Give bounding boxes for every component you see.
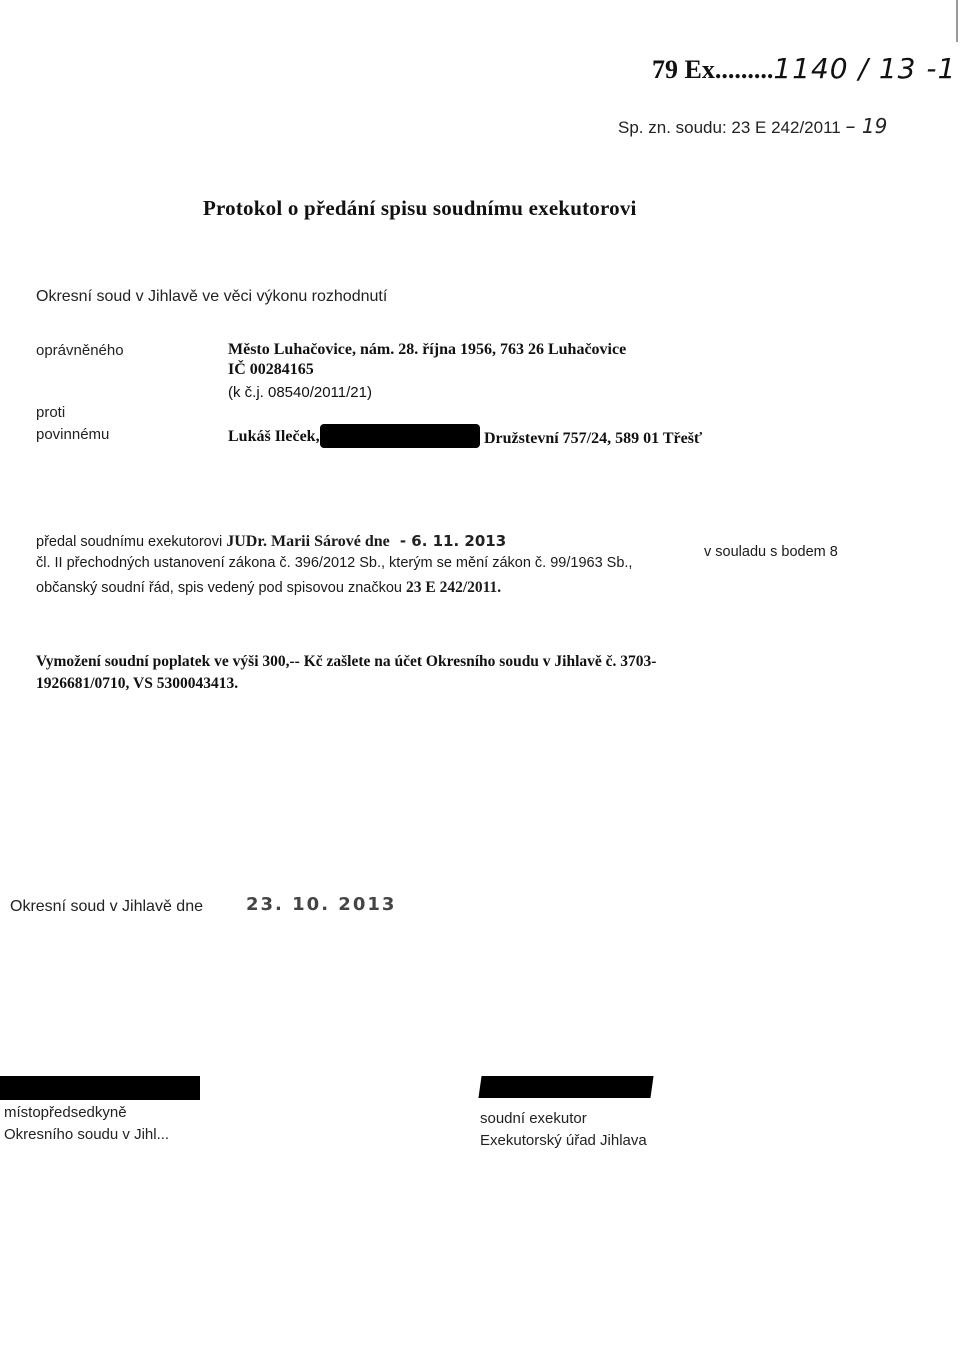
debtor-name: Lukáš Ileček, <box>228 428 320 445</box>
handover-line-2: čl. II přechodných ustanovení zákona č. 396/2012 Sb., kterým se mění zákon č. 99/1963 Sb., <box>36 555 633 571</box>
creditor-ic: IČ 00284165 <box>228 361 314 378</box>
left-sign-title: místopředsedkyně <box>4 1104 127 1121</box>
handover-line-3 <box>36 579 501 597</box>
exekuce-number <box>652 52 956 85</box>
court-line: Okresní soud v Jihlavě ve věci výkonu rozhodnutí <box>36 288 388 305</box>
ex-handwritten-number: 1140 / 13 -1 <box>773 52 957 85</box>
handover-start: předal soudnímu exekutorovi <box>36 534 223 550</box>
right-signature-redaction <box>478 1076 653 1098</box>
scan-edge-mark <box>956 0 958 42</box>
handover-line-1-end: v souladu s bodem 8 <box>704 544 838 560</box>
left-sign-org: Okresního soudu v Jihl... <box>4 1126 170 1143</box>
left-signature-redaction <box>0 1076 200 1100</box>
creditor-name: Město Luhačovice, nám. 28. října 1956, 763 26 Luhačovice <box>228 341 627 358</box>
right-sign-org: Exekutorský úřad Jihlava <box>480 1132 647 1149</box>
court-file-handwritten: – 19 <box>845 114 888 138</box>
handover-line-3-start: občanský soudní řád, spis vedený pod spisovou značkou <box>36 580 402 596</box>
fee-line-2: 1926681/0710, VS 5300043413. <box>36 675 239 692</box>
handover-line-1 <box>36 532 506 551</box>
redaction-bar <box>320 424 480 448</box>
fee-line-1: Vymožení soudní poplatek ve výši 300,-- Kč zašlete na účet Okresního soudu v Jihlavě č. 3703- <box>36 653 657 670</box>
right-sign-title: soudní exekutor <box>480 1110 587 1127</box>
debtor-label: povinnému <box>36 426 110 443</box>
creditor-label: oprávněného <box>36 342 124 359</box>
court-file-number <box>618 114 887 138</box>
date-line-label: Okresní soud v Jihlavě dne <box>10 898 203 915</box>
court-file-prefix: Sp. zn. soudu: 23 E 242/2011 <box>618 118 841 137</box>
ex-prefix: 79 Ex......... <box>652 55 774 84</box>
court-case-ref: 23 E 242/2011. <box>405 579 502 596</box>
creditor-ref: (k č.j. 08540/2011/21) <box>228 384 372 401</box>
against-label: proti <box>36 404 66 421</box>
executor-name: JUDr. Marii Sárové dne <box>226 533 390 550</box>
debtor-address: Družstevní 757/24, 589 01 Třešť <box>484 430 703 447</box>
date-line-stamp: 23. 10. 2013 <box>246 894 397 915</box>
document-title: Protokol o předání spisu soudnímu exekutorovi <box>203 196 637 220</box>
handover-date-stamp: - 6. 11. 2013 <box>399 532 507 550</box>
